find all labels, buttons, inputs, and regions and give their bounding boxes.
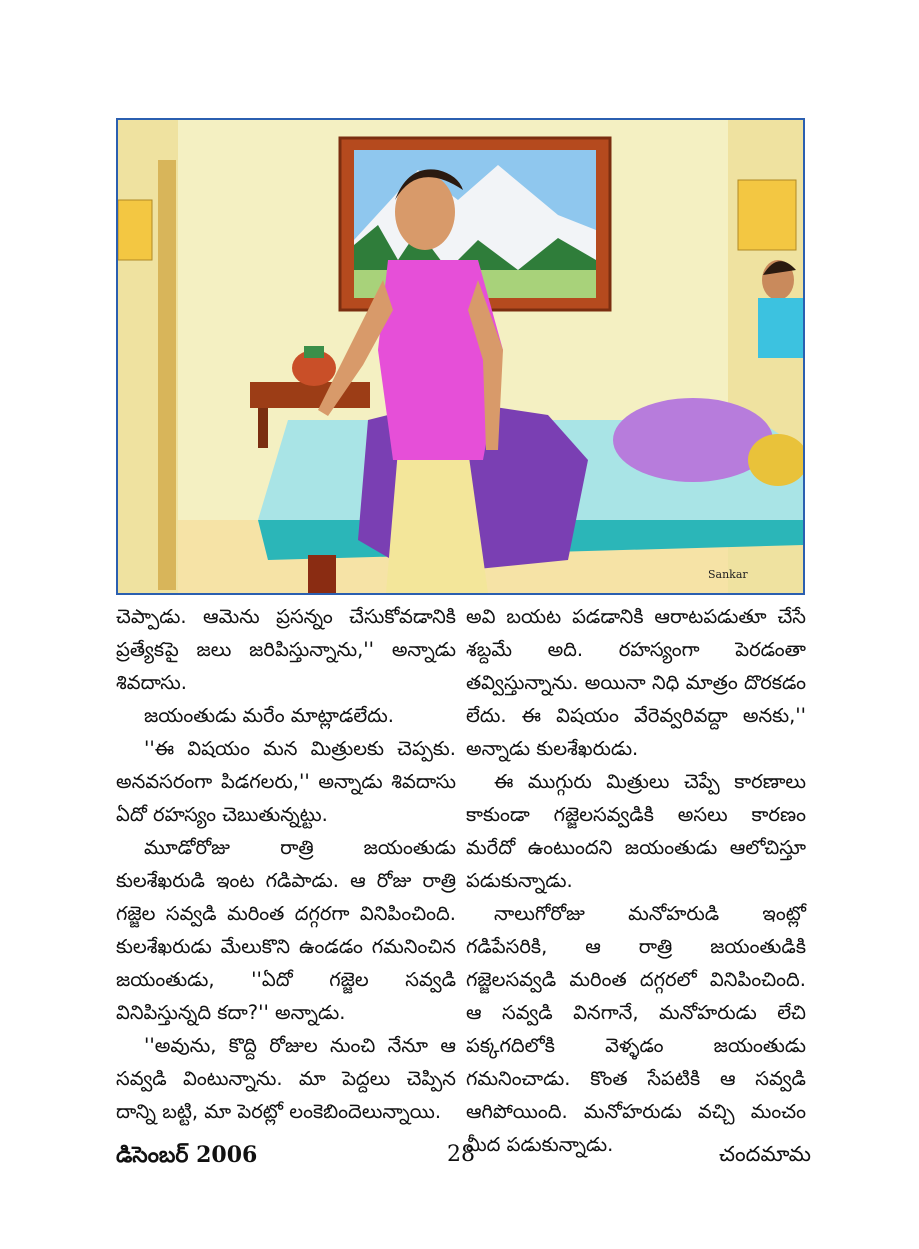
paragraph: ''ఈ విషయం మన మిత్రులకు చెప్పకు. అనవసరంగా పిడగలరు,'' అన్నాడు శివదాసు ఏదో రహస్యం చెబుతున్నట్టు. — [116, 737, 456, 826]
bedroom-scene-image — [118, 120, 803, 593]
paragraph: ఈ ముగ్గురు మిత్రులు చెప్పే కారణాలు కాకుండా గజ్జెలసవ్వడికి అసలు కారణం మరేదో ఉంటుందని జయంతుడు ఆలోచిస్తూ పడుకున్నాడు. — [466, 770, 806, 892]
page-number: 28 — [447, 1142, 475, 1167]
paragraph: చెప్పాడు. ఆమెను ప్రసన్నం చేసుకోవడానికి ప్రత్యేకపై జలు జరిపిస్తున్నాను,'' అన్నాడు శివదాసు. — [116, 605, 456, 694]
paragraph: మూడోరోజు రాత్రి జయంతుడు కులశేఖరుడి ఇంట గడిపాడు. ఆ రోజు రాత్రి గజ్జెల సవ్వడి మరింత దగ్గరగా వినిపించింది. కులశేఖరుడు మేలుకొని ఉండడం గమనించిన జయంతుడు, ''ఏదో గజ్జెల సవ్వడి వినిపిస్తున్నది కదా?'' అన్నాడు. — [116, 836, 456, 1024]
footer-date: డిసెంబర్ 2006 — [116, 1142, 258, 1168]
paragraph: నాలుగోరోజు మనోహరుడి ఇంట్లో గడిపేసరికి, ఆ రాత్రి జయంతుడికి గజ్జెలసవ్వడి మరింత దగ్గరలో వినిపించింది. ఆ సవ్వడి వినగానే, మనోహరుడు లేచి పక్కగదిలోకి వెళ్ళడం జయంతుడు గమనించాడు. కొంత సేపటికి ఆ సవ్వడి ఆగిపోయింది. మనోహరుడు వచ్చి మంచం మీద పడుకున్నాడు. — [466, 902, 806, 1156]
text-column-left — [116, 600, 456, 1128]
text-column-right — [466, 600, 806, 1161]
magazine-name: చందమామ — [719, 1142, 811, 1166]
story-illustration — [116, 118, 805, 595]
paragraph: అవి బయట పడడానికి ఆరాటపడుతూ చేసే శబ్దమే అది. రహస్యంగా పెరడంతా తవ్విస్తున్నాను. అయినా నిధి మాత్రం దొరకడం లేదు. ఈ విషయం వేరెవ్వరివద్దా అనకు,'' అన్నాడు కులశేఖరుడు. — [466, 605, 806, 760]
artist-signature: Sankar — [708, 568, 748, 581]
paragraph: జయంతుడు మరేం మాట్లాడలేదు. — [144, 704, 394, 727]
paragraph: ''అవును, కొద్ది రోజుల నుంచి నేనూ ఆ సవ్వడి వింటున్నాను. మా పెద్దలు చెప్పిన దాన్ని బట్టి, మా పెరట్లో లంకెబిందెలున్నాయి. — [116, 1034, 456, 1123]
